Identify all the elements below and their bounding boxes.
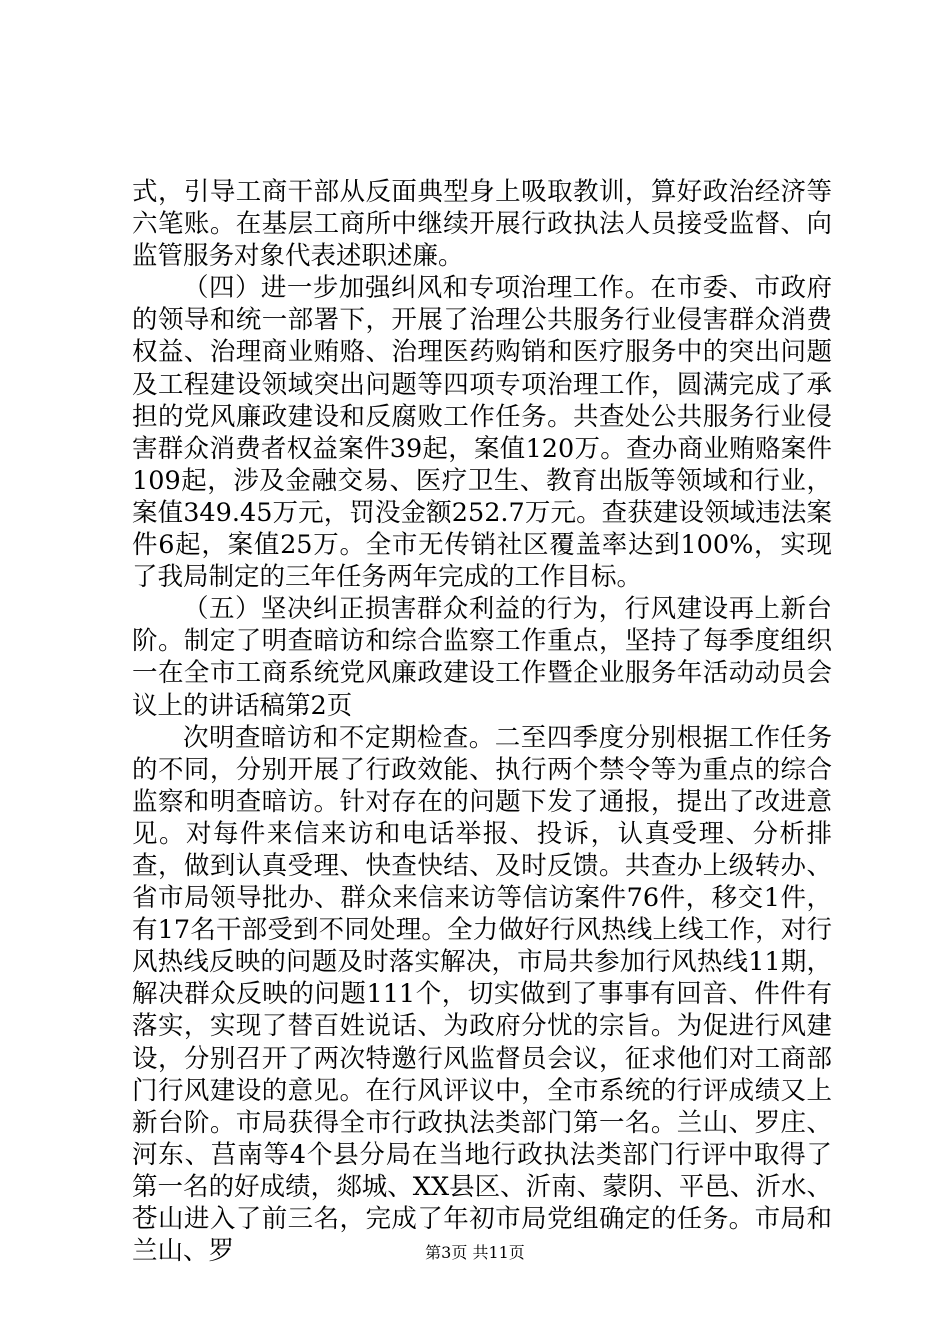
paragraph-4: 次明查暗访和不定期检查。二至四季度分别根据工作任务的不同，分别开展了行政效能、执行两个禁令等为重点的综合监察和明查暗访。针对存在的问题下发了通报，提出了改进意见。对每件来信来访和电话举报、投诉，认真受理、分析排查，做到认真受理、快查快结、及时反馈。共查办上级转办、省市局领导批办、群众来信来访等信访案件76件，移交1件，有17名干部受到不同处理。全力做好行风热线上线工作，对行风热线反映的问题及时落实解决，市局共参加行风热线11期，解决群众反映的问题111个，切实做到了事事有回音、件件有落实，实现了替百姓说话、为政府分忧的宗旨。为促进行风建设，分别召开了两次特邀行风监督员会议，征求他们对工商部门行风建设的意见。在行风评议中，全市系统的行评成绩又上新台阶。市局获得全市行政执法类部门第一名。兰山、罗庄、河东、莒南等4个县分局在当地行政执法类部门行评中取得了第一名的好成绩，郯城、XX县区、沂南、蒙阴、平邑、沂水、苍山进入了前三名，完成了年初市局党组确定的任务。市局和兰山、罗 (132, 722, 832, 1267)
paragraph-3: （五）坚决纠正损害群众利益的行为，行风建设再上新台阶。制定了明查暗访和综合监察工作重点，坚持了每季度组织一在全市工商系统党风廉政建设工作暨企业服务年活动动员会议上的讲话稿第2页 (132, 594, 832, 721)
document-body (132, 176, 832, 1267)
paragraph-1: 式，引导工商干部从反面典型身上吸取教训，算好政治经济等六笔账。在基层工商所中继续开展行政执法人员接受监督、向监管服务对象代表述职述廉。 (132, 177, 832, 272)
page-footer: 第3页 共11页 (425, 1243, 525, 1262)
paragraph-2: （四）进一步加强纠风和专项治理工作。在市委、市政府的领导和统一部署下，开展了治理公共服务行业侵害群众消费权益、治理商业贿赂、治理医药购销和医疗服务中的突出问题及工程建设领域突出问题等四项专项治理工作，圆满完成了承担的党风廉政建设和反腐败工作任务。共查处公共服务行业侵害群众消费者权益案件39起，案值120万。查办商业贿赂案件109起，涉及金融交易、医疗卫生、教育出版等领域和行业，案值349.45万元，罚没金额252.7万元。查获建设领域违法案件6起，案值25万。全市无传销社区覆盖率达到100%，实现了我局制定的三年任务两年完成的工作目标。 (132, 273, 832, 593)
